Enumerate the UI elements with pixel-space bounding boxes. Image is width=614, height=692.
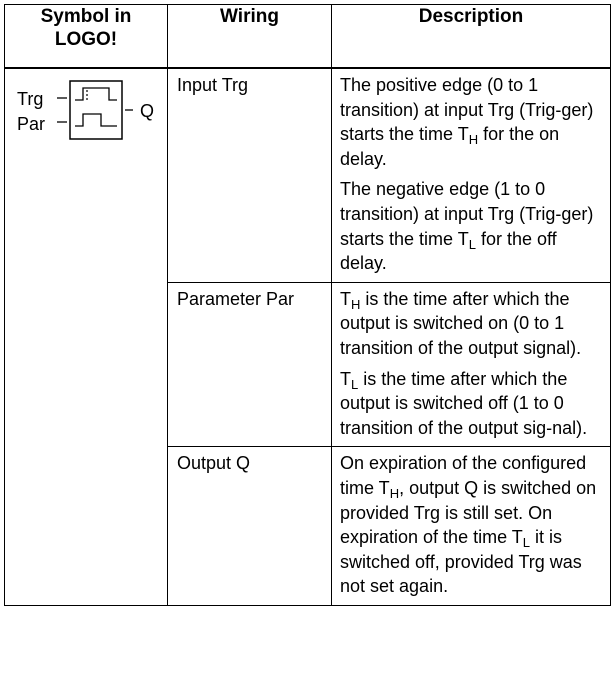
header-row — [5, 5, 611, 69]
symbol-q-label: Q — [140, 101, 155, 121]
description-paragraph: The positive edge (0 to 1 transition) at input Trg (Trig-ger) starts the time $T_H$ for the on delay. — [340, 75, 594, 169]
wiring-output-q: Output Q — [168, 447, 332, 606]
description-paragraph: $T_H$ is the time after which the output is switched on (0 to 1 transition of the output signal). — [340, 288, 582, 358]
description-parameter-par — [332, 282, 611, 447]
header-wiring: Wiring — [168, 5, 332, 69]
header-description: Description — [332, 5, 611, 69]
symbol-trg-label: Trg — [17, 89, 44, 109]
on-off-delay-table — [4, 4, 611, 606]
description-paragraph: The negative edge (1 to 0 transition) at input Trg (Trig-ger) starts the time $T_L$ for the off delay. — [340, 179, 594, 274]
description-paragraph: On expiration of the configured time $T_H$, output Q is switched on provided Trg is still set. On expiration of the time $T_L$ it is switched off, provided Trg was not set again. — [340, 453, 597, 597]
wiring-parameter-par: Parameter Par — [168, 282, 332, 447]
symbol-par-label: Par — [17, 114, 46, 134]
wiring-input-trg: Input Trg — [168, 68, 332, 282]
header-symbol-line1: Symbol in — [40, 6, 132, 27]
header-symbol — [5, 5, 168, 69]
symbol-cell — [5, 68, 168, 605]
description-output-q — [332, 447, 611, 606]
on-off-delay-block-icon — [55, 74, 135, 154]
header-symbol-line2: LOGO! — [54, 29, 118, 50]
table-row — [5, 68, 611, 282]
description-paragraph: $T_L$ is the time after which the output is switched off (1 to 0 transition of the output sig-nal). — [340, 368, 588, 438]
description-input-trg — [332, 68, 611, 282]
